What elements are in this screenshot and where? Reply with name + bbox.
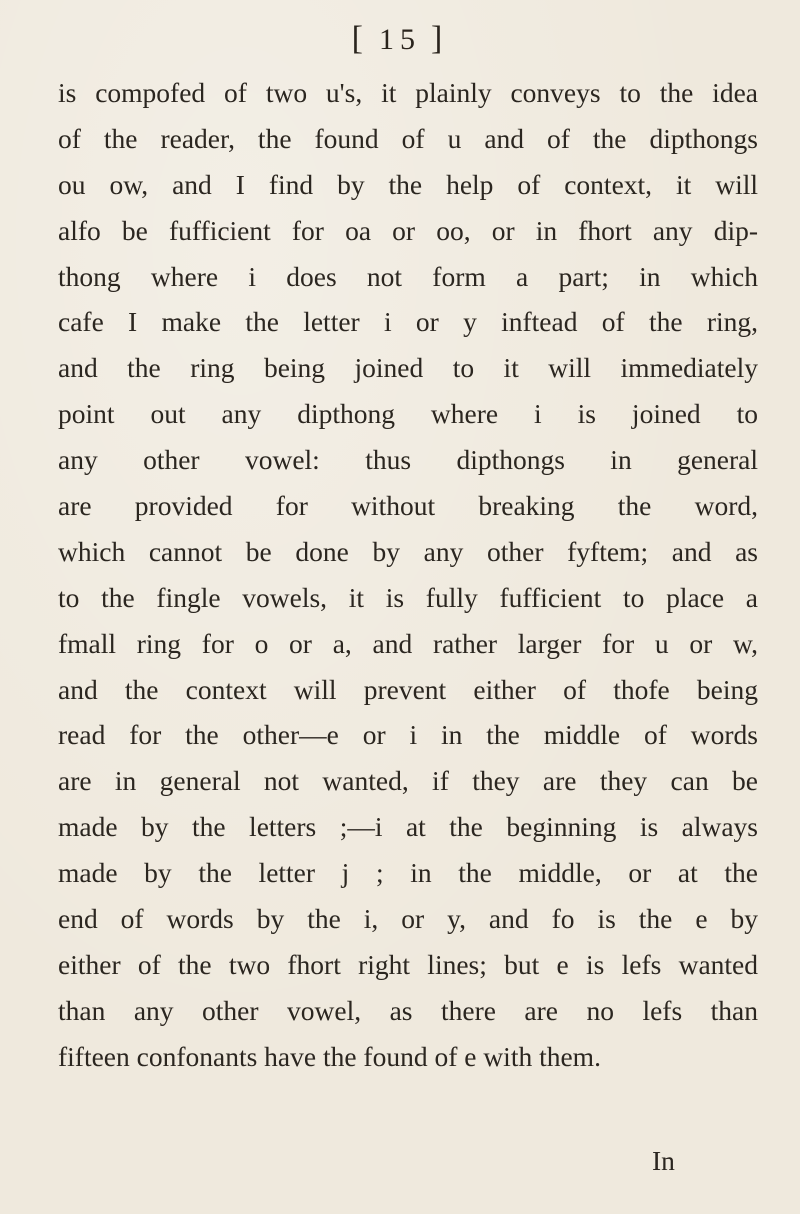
text-line: and the ring being joined to it will immediately [58, 352, 758, 384]
text-line: which cannot be done by any other fyftem; and as [58, 535, 758, 567]
text-line: are provided for without breaking the word, [58, 490, 758, 522]
page-number: 15 [379, 23, 421, 56]
text-line: and the context will prevent either of thofe being [58, 673, 758, 705]
catchword: In [652, 1145, 675, 1176]
bracket-right: ] [431, 20, 449, 57]
text-line: is compofed of two u's, it plainly conveys to the idea [58, 77, 758, 108]
text-line: to the fingle vowels, it is fully fufficient to place a [58, 581, 758, 613]
text-line: than any other vowel, as there are no lefs than [58, 994, 758, 1026]
text-line: either of the two fhort right lines; but e is lefs wanted [58, 948, 758, 980]
text-line: fifteen confonants have the found of e with them. [58, 1040, 601, 1072]
body-text [58, 70, 758, 1080]
text-line: point out any dipthong where i is joined to [58, 398, 758, 430]
text-line: any other vowel: thus dipthongs in general [58, 444, 758, 476]
text-line: are in general not wanted, if they are they can be [58, 765, 758, 797]
text-line: of the reader, the found of u and of the dipthongs [58, 122, 758, 154]
text-line: made by the letters ;—i at the beginning is always [58, 811, 758, 843]
text-line: cafe I make the letter i or y inftead of the ring, [58, 306, 758, 338]
text-line: fmall ring for o or a, and rather larger for u or w, [58, 627, 758, 659]
text-line: made by the letter j ; in the middle, or at the [58, 857, 758, 889]
text-line: read for the other—e or i in the middle of words [58, 719, 758, 751]
text-line: thong where i does not form a part; in which [58, 260, 758, 292]
bracket-left: [ [351, 20, 369, 57]
text-line: end of words by the i, or y, and fo is the e by [58, 903, 758, 935]
page-header [0, 20, 800, 58]
text-line: ou ow, and I find by the help of context, it will [58, 168, 758, 200]
text-line: alfo be fufficient for oa or oo, or in fhort any dip- [58, 214, 758, 246]
